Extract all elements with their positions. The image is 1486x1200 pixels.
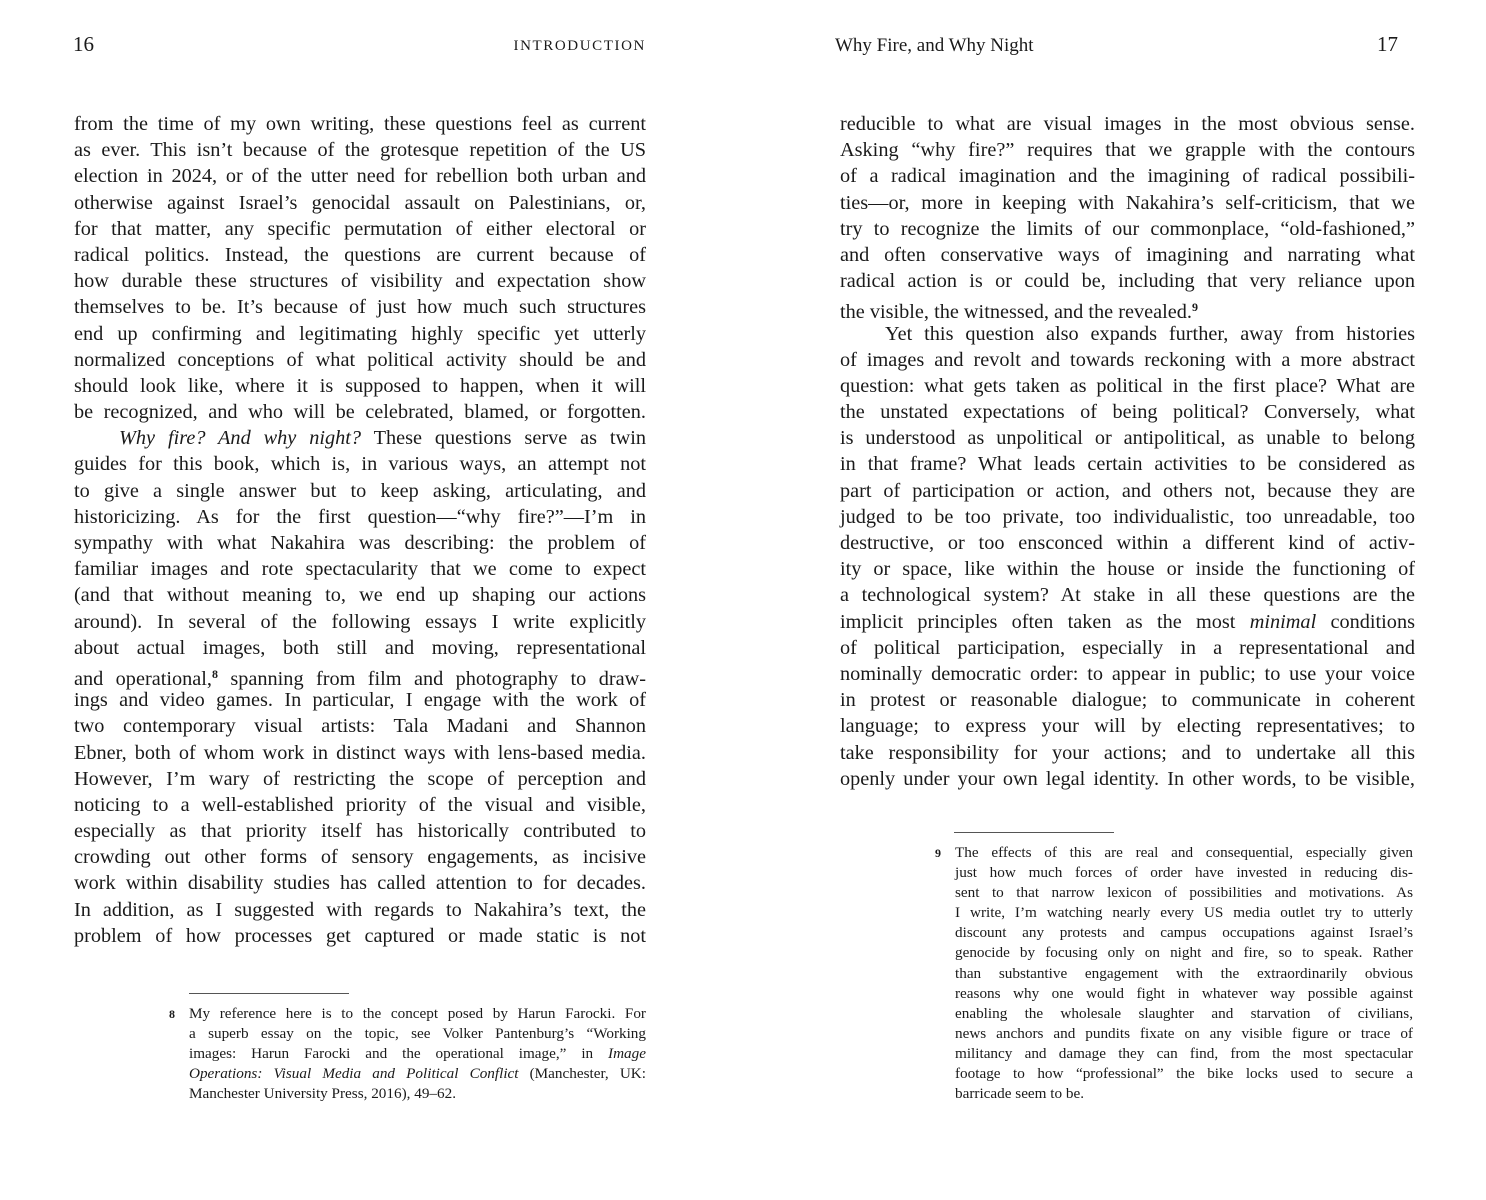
footnote-divider [954, 832, 1114, 833]
book-title: Operations: Visual Media and Political Conflict [189, 1065, 519, 1083]
footnote-line: The effects of this are real and consequential, especially given [955, 844, 1413, 861]
text-fragment: These questions serve as twin [361, 427, 646, 450]
footnote-line: discount any protests and campus occupations against Israel’s [955, 924, 1413, 942]
body-text [840, 111, 1415, 792]
text-line: guides for this book, which is, in various ways, an attempt not [74, 453, 646, 476]
text-line: part of participation or action, and others not, because they are [840, 479, 1415, 502]
text-line: (and that without meaning to, we end up shaping our actions [74, 584, 646, 607]
footnote-reference-line [74, 661, 646, 690]
text-fragment: conditions [1316, 610, 1415, 633]
text-line: be recognized, and who will be celebrated, blamed, or forgotten. [74, 401, 646, 424]
text-line: Asking “why fire?” requires that we grapple with the contours [840, 139, 1415, 162]
footnote-divider [189, 993, 349, 994]
text-line: how durable these structures of visibility and expectation show [74, 270, 646, 293]
footnote-line [189, 1044, 646, 1064]
italic-question: Why fire? And why night? [119, 427, 362, 450]
text-fragment: images: Harun Farocki and the operational image,” in [189, 1045, 609, 1063]
running-head: INTRODUCTION [513, 38, 646, 54]
footnote-marker[interactable]: 8 [211, 666, 218, 681]
footnote-line: barricade seem to be. [955, 1085, 1085, 1103]
text-line: normalized conceptions of what political activity should be and [74, 348, 646, 371]
text-line: work within disability studies has called attention to for decades. [74, 872, 646, 895]
footnote-number: 8 [169, 1007, 175, 1021]
text-line: However, I’m wary of restricting the scope of perception and [74, 767, 646, 790]
footnote-line: a superb essay on the topic, see Volker Pantenburg’s “Working [189, 1025, 646, 1043]
text-line: otherwise against Israel’s genocidal assault on Palestinians, or, [74, 191, 646, 214]
text-line: problem of how processes get captured or made static is not [74, 924, 646, 947]
footnote-line: My reference here is to the concept posed by Harun Farocki. For [189, 1005, 646, 1022]
text-fragment: the visible, the witnessed, and the revealed. [840, 301, 1192, 324]
body-text [74, 111, 646, 949]
footnote-8 [169, 1004, 646, 1104]
text-fragment: spanning from film and photography to draw- [217, 667, 646, 690]
emphasis: minimal [1249, 610, 1317, 633]
text-line: themselves to be. It’s because of just how much such structures [74, 296, 646, 319]
paragraph-start-line: Yet this question also expands further, away from histories [885, 322, 1415, 345]
text-line: around). In several of the following essays I write explicitly [74, 610, 646, 633]
text-line: in protest or reasonable dialogue; to communicate in coherent [840, 689, 1415, 712]
footnote-number: 9 [935, 846, 941, 860]
text-line: familiar images and rote spectacularity that we come to expect [74, 558, 646, 581]
text-line: to give a single answer but to keep asking, articulating, and [74, 479, 646, 502]
text-line: the unstated expectations of being political? Conversely, what [840, 401, 1415, 424]
footnote-line: news anchors and pundits fixate on any visible figure or trace of [955, 1024, 1413, 1042]
text-line: a technological system? At stake in all these questions are the [840, 584, 1415, 607]
text-line: of a radical imagination and the imagining of radical possibili- [840, 165, 1415, 188]
text-line: language; to express your will by electing representatives; to [840, 715, 1415, 738]
footnote-line: sent to that narrow lexicon of possibilities and motivations. As [955, 884, 1413, 902]
text-line: ties—or, more in keeping with Nakahira’s self-criticism, that we [840, 191, 1415, 214]
text-line: ings and video games. In particular, I engage with the work of [74, 689, 646, 712]
page-number: 16 [73, 32, 94, 56]
text-line: judged to be too private, too individualistic, too unreadable, too [840, 505, 1415, 528]
text-line: should look like, where it is supposed to happen, when it will [74, 374, 646, 397]
text-line: sympathy with what Nakahira was describing: the problem of [74, 532, 646, 554]
footnote-line: than substantive engagement with the extraordinarily obvious [955, 964, 1413, 982]
text-line: nominally democratic order: to appear in public; to use your voice [840, 662, 1415, 685]
footnote-line: militancy and damage they can find, from the most spectacular [955, 1044, 1413, 1062]
right-page [743, 0, 1486, 1200]
text-line: from the time of my own writing, these questions feel as current [74, 113, 646, 135]
text-line: ity or space, like within the house or inside the functioning of [840, 558, 1415, 581]
text-line: and often conservative ways of imagining and narrating what [840, 243, 1415, 266]
text-line: try to recognize the limits of our commonplace, “old-fashioned,” [840, 217, 1415, 240]
footnote-line: Manchester University Press, 2016), 49–62. [189, 1085, 457, 1103]
text-line: of images and revolt and towards reckoning with a more abstract [840, 348, 1415, 371]
running-head: Why Fire, and Why Night [835, 35, 1034, 56]
footnote-line: just how much forces of order have invested in reducing dis- [955, 864, 1413, 882]
text-line: historicizing. As for the first question—“why fire?”—I’m in [74, 505, 646, 528]
text-line: two contemporary visual artists: Tala Madani and Shannon [74, 715, 646, 738]
text-line: radical politics. Instead, the questions are current because of [74, 243, 646, 266]
footnote-line: genocide by focusing only on night and fire, so to speak. Rather [955, 944, 1413, 962]
text-line: reducible to what are visual images in the most obvious sense. [840, 113, 1415, 135]
paragraph-start-line [74, 425, 646, 451]
text-line: for that matter, any specific permutation of either electoral or [74, 217, 646, 240]
text-line: Ebner, both of whom work in distinct ways with lens-based media. [74, 741, 646, 764]
text-line: election in 2024, or of the utter need for rebellion both urban and [74, 165, 646, 188]
footnote-line: footage to how “professional” the bike locks used to secure a [955, 1065, 1413, 1083]
footnote-marker[interactable]: 9 [1192, 300, 1198, 315]
text-fragment: and operational, [74, 667, 212, 690]
text-line [840, 609, 1415, 635]
text-fragment: (Manchester, UK: [518, 1065, 646, 1083]
text-line: crowding out other forms of sensory engagements, as incisive [74, 846, 646, 869]
footnote-line [189, 1064, 646, 1084]
footnote-line: reasons why one would fight in whatever way possible against [955, 984, 1413, 1002]
text-line: openly under your own legal identity. In other words, to be visible, [840, 767, 1415, 790]
text-line: as ever. This isn’t because of the grotesque repetition of the US [74, 139, 646, 162]
text-line: about actual images, both still and moving, representational [74, 636, 646, 659]
text-fragment: implicit principles often taken as the most [840, 610, 1250, 633]
text-line: destructive, or too ensconced within a different kind of activ- [840, 532, 1415, 554]
text-line: radical action is or could be, including that very reliance upon [840, 270, 1415, 293]
text-line: especially as that priority itself has historically contributed to [74, 820, 646, 843]
footnote-reference-line [840, 294, 1415, 324]
page-number: 17 [1377, 32, 1398, 56]
text-line: noticing to a well-established priority of the visual and visible, [74, 793, 646, 816]
footnote-line: enabling the wholesale slaughter and starvation of civilians, [955, 1004, 1413, 1022]
text-line: is understood as unpolitical or antipolitical, as unable to belong [840, 427, 1415, 450]
footnote-9 [935, 843, 1413, 1104]
book-title: Image [608, 1045, 646, 1063]
text-line: in that frame? What leads certain activities to be considered as [840, 453, 1415, 476]
text-line: question: what gets taken as political in the first place? What are [840, 374, 1415, 397]
text-line: take responsibility for your actions; and to undertake all this [840, 741, 1415, 764]
text-line: end up confirming and legitimating highly specific yet utterly [74, 322, 646, 345]
text-line: In addition, as I suggested with regards to Nakahira’s text, the [74, 898, 646, 921]
footnote-line: I write, I’m watching nearly every US media outlet try to utterly [955, 904, 1413, 922]
text-line: of political participation, especially in a representational and [840, 636, 1415, 659]
